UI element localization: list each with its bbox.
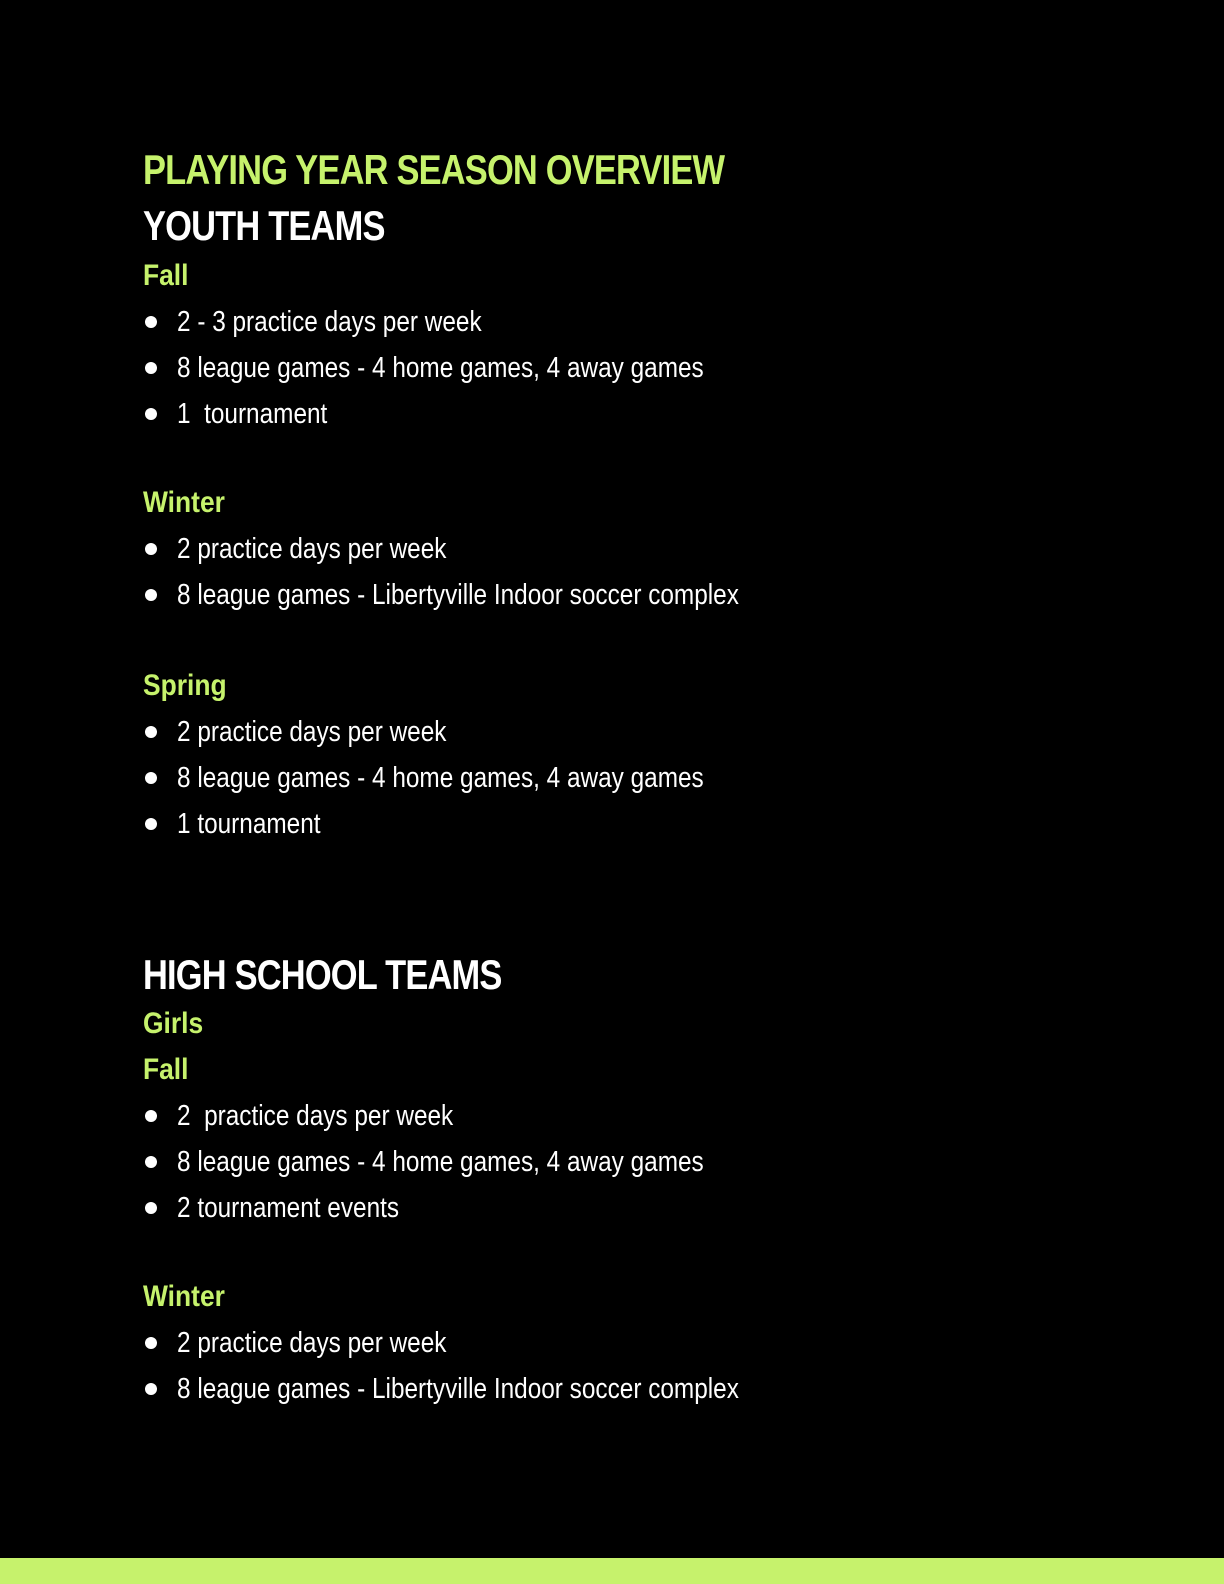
high-school-group-label: Girls: [143, 1007, 204, 1040]
list-item: 8 league games - Libertyville Indoor soccer complex: [143, 1366, 846, 1412]
bullet-icon: [145, 726, 157, 738]
bullet-icon: [145, 316, 157, 328]
page-title: PLAYING YEAR SEASON OVERVIEW: [143, 146, 725, 193]
high-school-teams-heading: HIGH SCHOOL TEAMS: [143, 951, 502, 998]
youth-winter-label: Winter: [143, 486, 225, 519]
list-item: 8 league games - 4 home games, 4 away games: [143, 345, 804, 391]
list-item: 2 practice days per week: [143, 526, 846, 572]
bullet-icon: [145, 818, 157, 830]
list-item: 8 league games - 4 home games, 4 away games: [143, 1139, 804, 1185]
bullet-icon: [145, 408, 157, 420]
youth-spring-label: Spring: [143, 669, 227, 702]
bullet-icon: [145, 1110, 157, 1122]
list-item: 2 - 3 practice days per week: [143, 299, 804, 345]
list-item: 8 league games - 4 home games, 4 away games: [143, 755, 804, 801]
bottom-accent-bar: [0, 1558, 1224, 1584]
bullet-icon: [145, 543, 157, 555]
youth-fall-label: Fall: [143, 259, 189, 292]
youth-spring-list: [143, 709, 804, 847]
list-item: 1 tournament: [143, 801, 804, 847]
list-item: 8 league games - Libertyville Indoor soccer complex: [143, 572, 846, 618]
list-item: 2 practice days per week: [143, 1320, 846, 1366]
high-school-fall-label: Fall: [143, 1053, 189, 1086]
high-school-winter-list: [143, 1320, 846, 1412]
bullet-icon: [145, 362, 157, 374]
bullet-icon: [145, 589, 157, 601]
youth-winter-list: [143, 526, 846, 618]
bullet-icon: [145, 1156, 157, 1168]
list-item: 2 practice days per week: [143, 709, 804, 755]
bullet-icon: [145, 1337, 157, 1349]
high-school-fall-list: [143, 1093, 804, 1231]
youth-fall-list: [143, 299, 804, 437]
bullet-icon: [145, 1383, 157, 1395]
bullet-icon: [145, 1202, 157, 1214]
youth-teams-heading: YOUTH TEAMS: [143, 202, 385, 249]
list-item: 2 practice days per week: [143, 1093, 804, 1139]
high-school-winter-label: Winter: [143, 1280, 225, 1313]
list-item: 1 tournament: [143, 391, 804, 437]
list-item: 2 tournament events: [143, 1185, 804, 1231]
bullet-icon: [145, 772, 157, 784]
